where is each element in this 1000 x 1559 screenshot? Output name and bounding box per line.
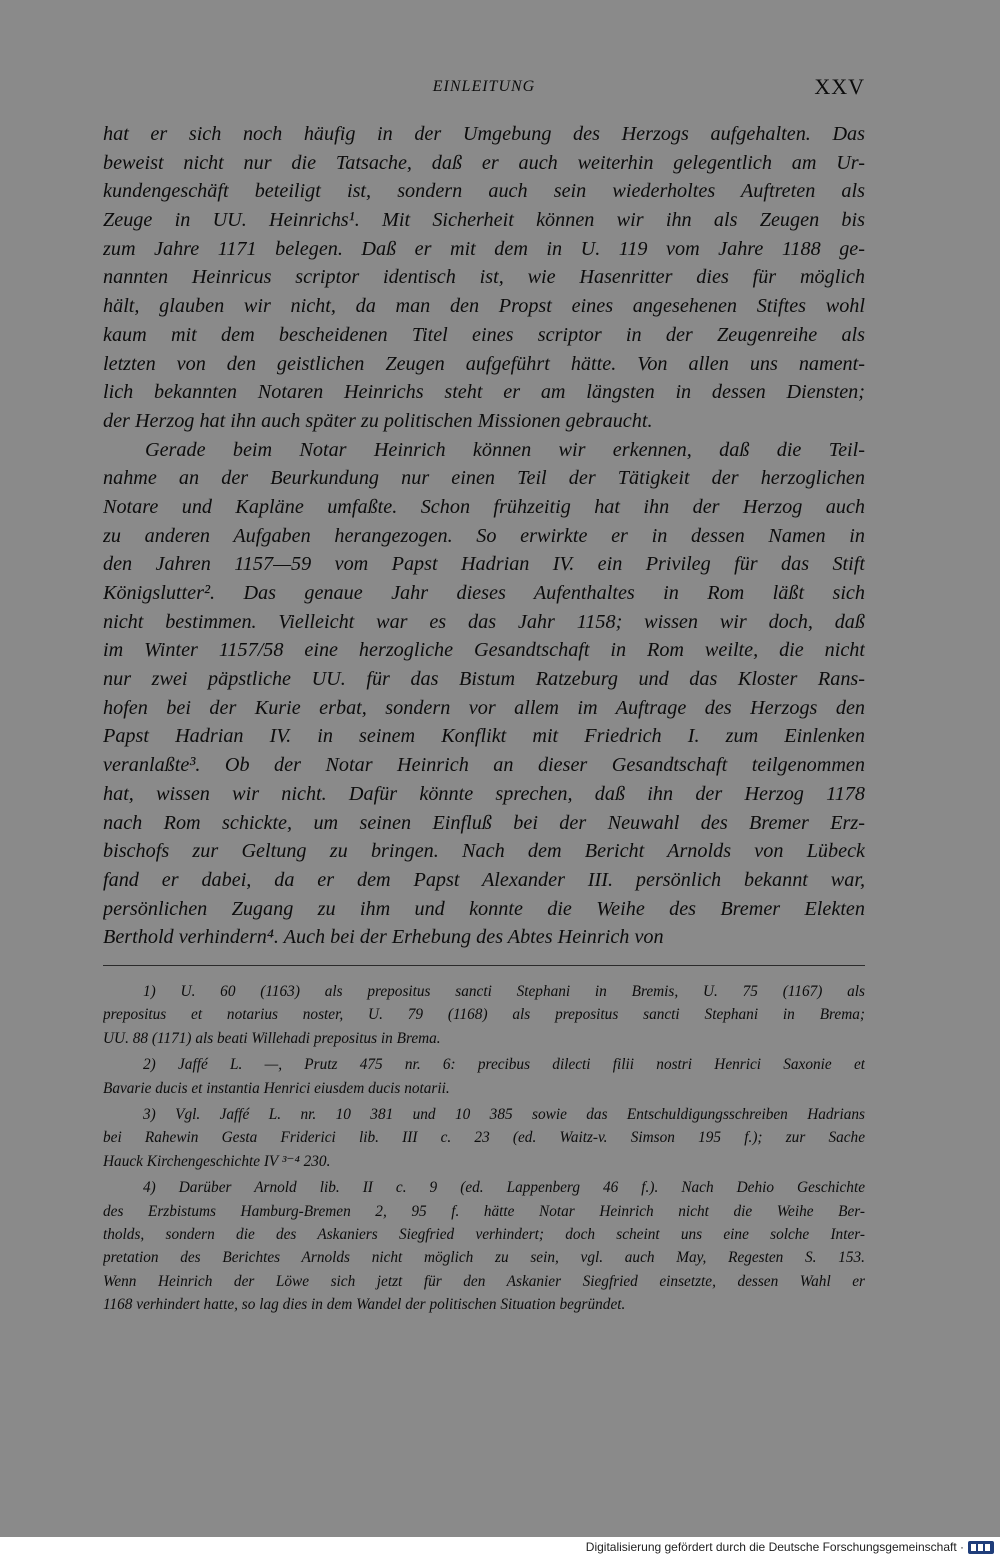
text-line: den Jahren 1157—59 vom Papst Hadrian IV. ein Privileg für das Stift	[103, 553, 865, 576]
footnote-4	[103, 1176, 865, 1316]
footnote-line: pretation des Berichtes Arnolds nicht möglich zu sein, vgl. auch May, Regesten S. 153.	[103, 1249, 865, 1267]
footnote-line: Bavarie ducis et instantia Henrici eiusdem ducis notarii.	[103, 1079, 450, 1097]
text-line: beweist nicht nur die Tatsache, daß er auch weiterhin gelegentlich am Ur-	[103, 151, 865, 174]
running-title: EINLEITUNG	[432, 78, 536, 95]
text-line: hofen bei der Kurie erbat, sondern vor allem im Auftrage des Herzogs den	[103, 696, 865, 719]
footnote-line: tholds, sondern die des Askaniers Siegfried verhindert; doch scheint uns eine solche Inter-	[103, 1226, 865, 1244]
footnote-line: prepositus et notarius noster, U. 79 (1168) als prepositus sancti Stephani in Brema;	[103, 1006, 865, 1024]
footnote-2	[103, 1053, 865, 1100]
text-line: nahme an der Beurkundung nur einen Teil der Tätigkeit der herzoglichen	[103, 467, 865, 490]
text-line: im Winter 1157/58 eine herzogliche Gesandtschaft in Rom weilte, die nicht	[103, 639, 865, 662]
text-line: bischofs zur Geltung zu bringen. Nach dem Bericht Arnolds von Lübeck	[103, 840, 865, 863]
footnote-line: Wenn Heinrich der Löwe sich jetzt für den Askanier Siegfried einsetzte, dessen Wahl er	[103, 1272, 865, 1290]
footnotes-block	[103, 980, 865, 1317]
text-line: nicht bestimmen. Vielleicht war es das Jahr 1158; wissen wir doch, daß	[103, 610, 865, 633]
footnote-line: 2) Jaffé L. —, Prutz 475 nr. 6: precibus dilecti filii nostri Henrici Saxonie et	[143, 1056, 865, 1074]
text-line: hat er sich noch häufig in der Umgebung des Herzogs aufgehalten. Das	[103, 123, 865, 145]
funding-note: Digitalisierung gefördert durch die Deutsche Forschungsgemeinschaft ·	[585, 1540, 964, 1554]
text-line: Berthold verhindern⁴. Auch bei der Erhebung des Abtes Heinrich von	[103, 926, 664, 949]
page-header	[103, 74, 865, 104]
text-line: Königslutter². Das genaue Jahr dieses Aufenthaltes in Rom läßt sich	[103, 582, 865, 604]
footnote-line: 3) Vgl. Jaffé L. nr. 10 381 und 10 385 sowie das Entschuldigungsschreiben Hadrians	[143, 1106, 865, 1124]
footnote-line: bei Rahewin Gesta Friderici lib. III c. 23 (ed. Waitz-v. Simson 195 f.); zur Sache	[103, 1129, 865, 1147]
footnote-line: 1168 verhindert hatte, so lag dies in dem Wandel der politischen Situation begründet.	[103, 1296, 626, 1314]
text-line: letzten von den geistlichen Zeugen aufgeführt hätte. Von allen uns nament-	[103, 352, 865, 375]
footnote-line: UU. 88 (1171) als beati Willehadi prepositus in Brema.	[103, 1029, 441, 1047]
text-line: kundengeschäft beteiligt ist, sondern auch sein wiederholtes Auftreten als	[103, 180, 865, 203]
footnote-line: des Erzbistums Hamburg-Bremen 2, 95 f. hätte Notar Heinrich nicht die Weihe Ber-	[103, 1202, 865, 1220]
footnote-line: 1) U. 60 (1163) als prepositus sancti Stephani in Bremis, U. 75 (1167) als	[143, 983, 865, 1000]
footnote-line: 4) Darüber Arnold lib. II c. 9 (ed. Lappenberg 46 f.). Nach Dehio Geschichte	[143, 1179, 865, 1197]
footnote-line: Hauck Kirchengeschichte IV ³⁻⁴ 230.	[103, 1152, 331, 1170]
text-line: hat, wissen wir nicht. Dafür könnte sprechen, daß ihn der Herzog 1178	[103, 782, 865, 805]
text-line: Papst Hadrian IV. in seinem Konflikt mit Friedrich I. zum Einlenken	[103, 725, 865, 748]
text-line: zum Jahre 1171 belegen. Daß er mit dem in U. 119 vom Jahre 1188 ge-	[103, 237, 865, 260]
text-line: kaum mit dem bescheidenen Titel eines scriptor in der Zeugenreihe als	[103, 323, 865, 346]
text-line: nach Rom schickte, um seinen Einfluß bei der Neuwahl des Bremer Erz-	[103, 811, 865, 834]
footnote-divider	[103, 965, 865, 966]
dfg-logo-icon	[968, 1541, 994, 1554]
text-line: nur zwei päpstliche UU. für das Bistum Ratzeburg und das Kloster Rans-	[103, 668, 865, 691]
text-line: zu anderen Aufgaben herangezogen. So erwirkte er in dessen Namen in	[103, 524, 865, 547]
footnote-3	[103, 1103, 865, 1173]
main-text-block	[103, 120, 865, 952]
text-line: Gerade beim Notar Heinrich können wir erkennen, daß die Teil-	[145, 438, 865, 461]
text-line: persönlichen Zugang zu ihm und konnte die Weihe des Bremer Elekten	[103, 897, 865, 920]
text-line: Notare und Kapläne umfaßte. Schon frühzeitig hat ihn der Herzog auch	[103, 495, 865, 518]
text-line: hält, glauben wir nicht, da man den Propst eines angesehenen Stiftes wohl	[103, 295, 865, 318]
text-line: Zeuge in UU. Heinrichs¹. Mit Sicherheit können wir ihn als Zeugen bis	[103, 209, 865, 232]
text-line: veranlaßte³. Ob der Notar Heinrich an dieser Gesandtschaft teilgenommen	[103, 754, 865, 777]
footnote-1	[103, 980, 865, 1050]
page-number: XXV	[814, 74, 865, 99]
text-line: nannten Heinricus scriptor identisch ist, wie Hasenritter dies für möglich	[103, 266, 865, 289]
text-line: der Herzog hat ihn auch später zu politischen Missionen gebraucht.	[103, 409, 653, 432]
text-line: fand er dabei, da er dem Papst Alexander III. persönlich bekannt war,	[103, 868, 865, 891]
text-line: lich bekannten Notaren Heinrichs steht er am längsten in dessen Diensten;	[103, 381, 865, 404]
digitization-footer	[0, 1537, 1000, 1559]
